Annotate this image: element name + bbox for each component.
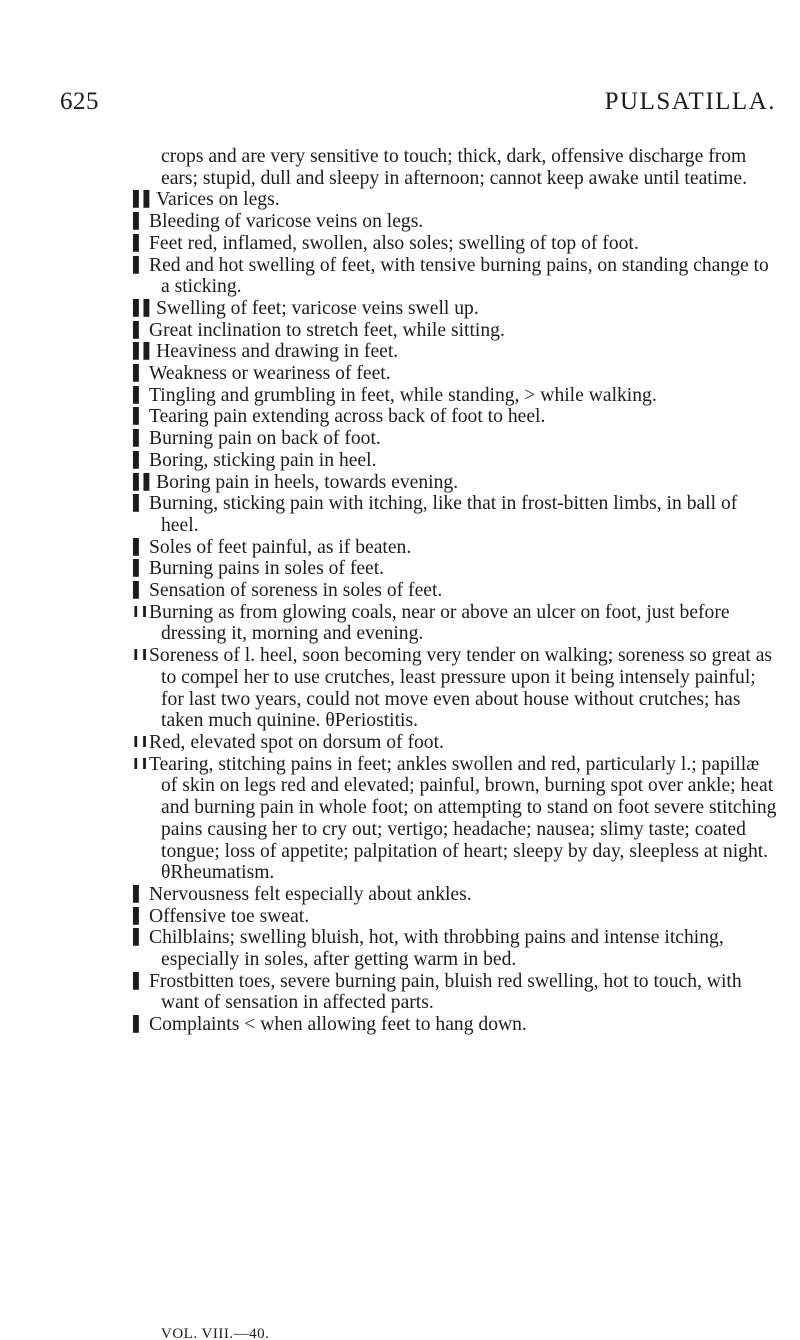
symptom-text: Sensation of soreness in soles of feet. — [149, 580, 443, 602]
running-head: PULSATILLA. — [604, 88, 776, 115]
symptom-text: Bleeding of varicose veins on legs. — [149, 211, 424, 233]
symptom-text: Red and hot swelling of feet, with tensive burning pains, on standing change to a sticking. — [149, 254, 769, 298]
symptom-text: Burning, sticking pain with itching, like that in frost-bitten limbs, in ball of heel. — [149, 493, 738, 536]
emphasis-marker: ▌▌ — [133, 298, 155, 317]
symptom-entry — [133, 341, 779, 363]
symptom-entry: ▌ Boring, sticking pain in heel. — [133, 449, 377, 471]
symptom-text: Burning pain on back of foot. — [149, 428, 381, 450]
symptom-entry: ▌ Burning, sticking pain with itching, like that in frost-bitten limbs, in ball of heel. — [133, 493, 738, 536]
page-number: 625 — [60, 88, 99, 115]
symptom-text: Frostbitten toes, severe burning pain, bluish red swelling, hot to touch, with want of sensation in affected parts. — [149, 970, 742, 1014]
symptom-text: Great inclination to stretch feet, while sitting. — [149, 319, 505, 341]
emphasis-marker: ▌▌ — [133, 342, 155, 361]
symptom-text: Varices on legs. — [156, 189, 280, 211]
symptom-entry: ▌ Burning pain on back of foot. — [133, 428, 381, 450]
symptom-text: Offensive toe sweat. — [149, 905, 310, 927]
emphasis-marker: ▌▌ — [133, 190, 155, 209]
symptom-entry — [133, 297, 779, 320]
symptom-entry — [147, 146, 779, 189]
symptom-entry: ▌ Chilblains; swelling bluish, hot, with throbbing pains and intense itching, especially in soles, after getting warm in bed. — [133, 927, 724, 971]
symptom-entry: I I Soreness of l. heel, soon becoming very tender on walking; soreness so great as to compel her to use crutches, least pressure upon it being intensely painful; for last two years, could not move even about house without crutches; has taken much quinine. θPeriostitis. — [133, 645, 773, 732]
symptom-entry — [133, 471, 779, 494]
emphasis-marker: ▌▌ — [133, 472, 155, 491]
symptom-text: Heaviness and drawing in feet. — [156, 341, 399, 363]
symptom-text: Red, elevated spot on dorsum of foot. — [149, 731, 444, 753]
symptom-entry: ▌ Nervousness felt especially about ankles. — [133, 883, 472, 905]
symptom-text: Weakness or weariness of feet. — [149, 363, 391, 385]
symptom-entry: I I Burning as from glowing coals, near or above an ulcer on foot, just before dressing it, morning and evening. — [133, 601, 730, 645]
symptom-text: Soles of feet painful, as if beaten. — [149, 536, 412, 558]
symptom-text: Boring pain in heels, towards evening. — [156, 471, 459, 493]
symptom-entry: ▌ Frostbitten toes, severe burning pain, bluish red swelling, hot to touch, with want of sensation in affected parts. — [133, 970, 742, 1014]
symptom-text: Complaints < when allowing feet to hang down. — [149, 1014, 527, 1036]
symptom-entry: ▌ Red and hot swelling of feet, with tensive burning pains, on standing change to a sticking. — [133, 254, 769, 298]
symptom-entry: ▌ Complaints < when allowing feet to hang down. — [133, 1014, 527, 1036]
symptom-entry: ▌ Great inclination to stretch feet, while sitting. — [133, 319, 505, 341]
symptom-entry: I I Tearing, stitching pains in feet; ankles swollen and red, particularly l.; papillæ of skin on legs red and elevated; painful, brown, burning spot over ankle; heat and burning pain in whole foot; on attempting to stand on foot severe stitching pains causing her to cry out; vertigo; headache; nausea; slimy taste; coated tongue; loss of appetite; palpitation of heart; sleepy by day, sleepless at night. θRheumatism. — [133, 753, 777, 884]
volume-signature: VOL. VIII.—40. — [161, 1326, 270, 1340]
symptom-text: Boring, sticking pain in heel. — [149, 449, 377, 471]
symptom-text: Tingling and grumbling in feet, while standing, > while walking. — [149, 384, 657, 406]
symptom-list — [133, 146, 779, 1036]
symptom-entry: ▌ Bleeding of varicose veins on legs. — [133, 211, 424, 233]
symptom-text: crops and are very sensitive to touch; thick, dark, offensive discharge from ears; stupid, dull and sleepy in afternoon; cannot keep awake until teatime. — [161, 146, 747, 189]
symptom-text: Burning pains in soles of feet. — [149, 558, 385, 580]
symptom-text: Tearing, stitching pains in feet; ankles swollen and red, particularly l.; papillæ of skin on legs red and elevated; painful, brown, burning spot over ankle; heat and burning pain in whole foot; on attempting to stand on foot severe stitching pains causing her to cry out; vertigo; headache; nausea; slimy taste; coated tongue; loss of appetite; palpitation of heart; sleepy by day, sleepless at night. θRheumatism. — [149, 753, 777, 884]
symptom-entry: ▌ Soles of feet painful, as if beaten. — [133, 536, 412, 558]
symptom-entry: ▌ Sensation of soreness in soles of feet. — [133, 580, 443, 602]
page-header — [0, 88, 800, 128]
symptom-text: Nervousness felt especially about ankles. — [149, 883, 472, 905]
symptom-text: Chilblains; swelling bluish, hot, with throbbing pains and intense itching, especially in soles, after getting warm in bed. — [149, 927, 724, 971]
symptom-text: Soreness of l. heel, soon becoming very tender on walking; soreness so great as to compel her to use crutches, least pressure upon it being intensely painful; for last two years, could not move even about house without crutches; has taken much quinine. θPeriostitis. — [149, 645, 773, 732]
symptom-entry: ▌ Feet red, inflamed, swollen, also soles; swelling of top of foot. — [133, 232, 639, 254]
symptom-entry: ▌ Offensive toe sweat. — [133, 905, 310, 927]
symptom-text: Tearing pain extending across back of foot to heel. — [149, 406, 546, 428]
symptom-entry: ▌ Weakness or weariness of feet. — [133, 363, 391, 385]
symptom-text: Feet red, inflamed, swollen, also soles; swelling of top of foot. — [149, 232, 639, 254]
symptom-entry: I I Red, elevated spot on dorsum of foot. — [133, 731, 444, 753]
symptom-entry: ▌ Burning pains in soles of feet. — [133, 558, 385, 580]
symptom-entry: ▌ Tearing pain extending across back of foot to heel. — [133, 406, 546, 428]
symptom-entry — [133, 189, 779, 211]
symptom-entry: ▌ Tingling and grumbling in feet, while standing, > while walking. — [133, 384, 657, 406]
symptom-text: Swelling of feet; varicose veins swell up. — [156, 297, 479, 319]
symptom-text: Burning as from glowing coals, near or above an ulcer on foot, just before dressing it, morning and evening. — [149, 601, 730, 645]
